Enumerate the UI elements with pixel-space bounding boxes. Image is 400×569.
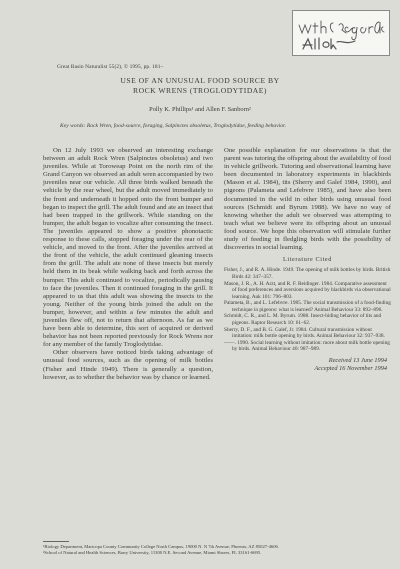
reference-item: Palameta, B., and L. Lefebvre. 1985. The social transmission of a food-finding technique in pigeons: what is learned? Animal Behaviour 33: 892–896. [224, 300, 391, 313]
right-column [224, 147, 391, 373]
footnote-2: ²School of Natural and Health Sciences, Barry University, 11300 N.E. Second Avenue, Miami Shores, FL 33161-6695. [43, 549, 262, 555]
reference-list [224, 267, 391, 353]
authors: Polly K. Phillips¹ and Allen F. Sanborn² [149, 106, 251, 113]
title-line-1: USE OF AN UNUSUAL FOOD SOURCE BY [120, 76, 280, 85]
reference-item: Fisher, J., and R. A. Hinde. 1949. The opening of milk bottles by birds. British Birds 42: 347–357. [224, 267, 391, 280]
article-title [40, 76, 360, 95]
reference-item: Schmidt, C. R., and L. M. Byrum. 1988. Insect-hiding behavior of tits and pigeons. Raptor Research 10: 61–62. [224, 313, 382, 327]
accepted-date: Accepted 16 November 1994 [314, 365, 387, 373]
footnote-1: ¹Biology Department, Maricopa County Community College North Campus, 19000 N. N 7th Avenue, Phoenix, AZ 85027-4606. [43, 544, 279, 549]
title-line-2: ROCK WRENS (TROGLODYTIDAE) [133, 85, 267, 95]
journal-citation-header: Great Basin Naturalist 55(2), © 1995, pp. 181– [57, 64, 164, 70]
footnote-divider [43, 541, 69, 542]
handwritten-regards-signature [293, 11, 389, 55]
literature-cited-heading: Literature Cited [283, 256, 332, 264]
body-paragraph-2: Other observers have noticed birds taking advantage of unusual food sources, such as the opening of milk bottles (Fisher and Hinde 1949). There is generally a question, however, as to whether the behavior was by chance or learned. [43, 349, 213, 381]
received-accepted-dates [224, 357, 391, 373]
footnotes [43, 544, 383, 555]
left-column [43, 147, 213, 382]
received-date: Received 13 June 1994 [328, 357, 387, 365]
reference-item: Mason, J. R., A. H. Arzt, and R. F. Reidinger. 1984. Comparative assessment of food preferences and aversions acquired by blackbirds via observational learning. Auk 101: 796–803. [224, 280, 391, 300]
reference-item: ——. 1990. Social learning without imitation: more about milk bottle opening by birds. Animal Behaviour 40: 987–989. [224, 339, 390, 353]
body-paragraph-3: One possible explanation for our observations is that the parent was tutoring the offspring about the availability of food in vehicle grillwork. Tutoring and observational learning have been documented in laboratory experiments in blackbirds (Mason et al. 1984), tits (Sherry and Galef 1984, 1990), and pigeons (Palameta and Lefebvre 1985), and have also been documented in the wild in other birds using unusual food sources (Schmidt and Byrum 1988). We have no way of knowing whether the adult we observed was attempting to teach what we believe were its offspring about an unusual food source. We hope this observation will stimulate further study of feeding in fledgling birds with the possibility of discoveries in social learning. [224, 147, 391, 252]
handwritten-note [292, 10, 390, 56]
reference-item: Sherry, D. F., and B. G. Galef, Jr. 1984. Cultural transmission without imitation: milk bottle opening by birds. Animal Behaviour 32: 937–938. [224, 326, 385, 340]
keywords: Key words: Rock Wren, food-source, foraging, Salpinctes obsoletus, Troglodytidae, feeding behavior. [60, 123, 286, 129]
body-paragraph-1: On 12 July 1993 we observed an interesting exchange between an adult Rock Wren (Salpinctes obsoletus) and two juveniles. While at Toroweap Point on the north rim of the Grand Canyon we observed an adult wren accompanied by two juveniles near our vehicle. All three birds walked beneath the vehicle by the rear wheel, but the adult moved immediately to the front and underneath it hopped onto the front bumper and began to inspect the grill. The adult found and ate an insect that had been trapped in the grillwork. While standing on the bumper, the adult began to vocalize after consuming the insect. The juveniles appeared to show a positive phonotactic response to these calls, stopped foraging under the rear of the vehicle, and moved to the front. After the juveniles arrived at the front of the vehicle, the adult continued gleaning insects from the grill. The adult ate none of these insects but merely held them in its beak while walking back and forth across the bumper. This adult continued to vocalize, periodically pausing to face the juveniles. Then it continued foraging in the grill. It appeared to us that this adult was showing the insects to the young. Neither of the young birds joined the adult on the bumper, however, and within a few minutes the adult and juveniles flew off, not to return that afternoon. As far as we have been able to determine, this sort of acquired or derived behavior has not been reported previously for Rock Wrens nor for any member of the family Troglodytidae. [43, 147, 213, 349]
